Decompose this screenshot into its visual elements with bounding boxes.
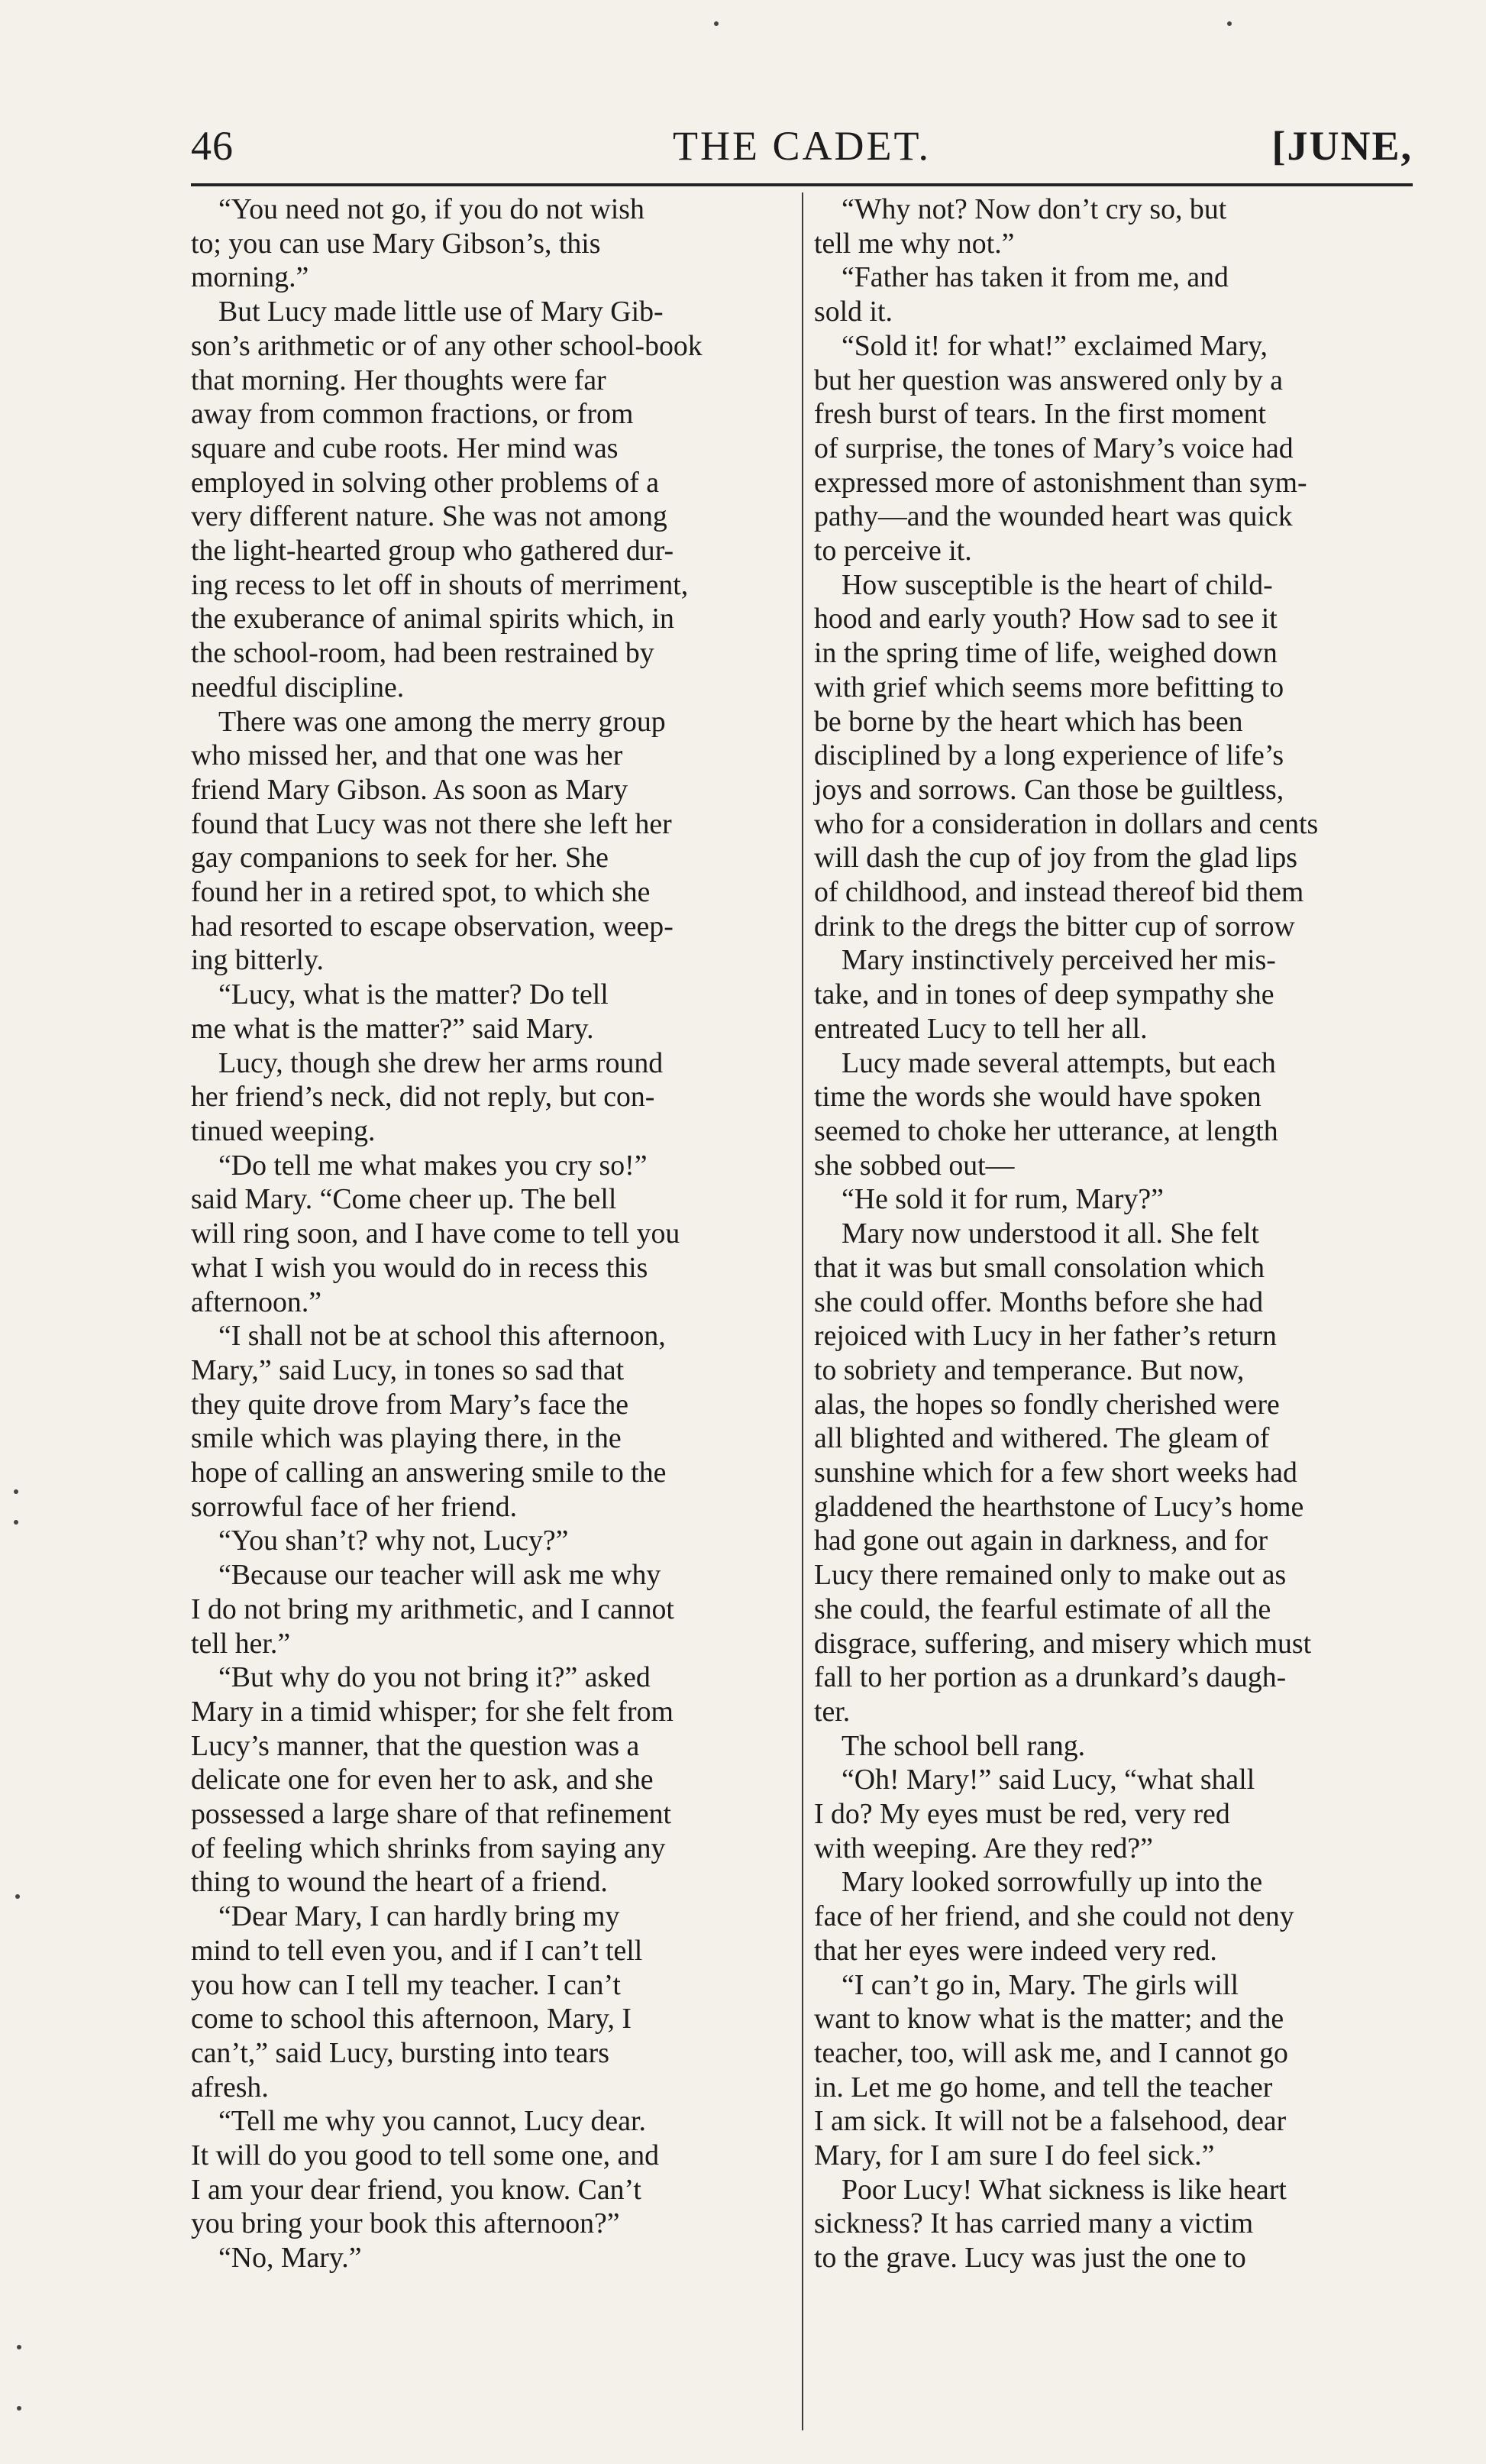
scan-speck — [714, 21, 719, 26]
left-column-paragraph-10: “But why do you not bring it?” asked Mary in a timid whisper; for she felt from Lucy’s manner, that the question was a delicate one for even her to ask, and she possessed a large share of that refinement of feeling which shrinks from saying any thing to wound the heart of a friend. — [191, 1661, 674, 1899]
scan-speck — [14, 1520, 18, 1525]
right-column-paragraph-12: “I can’t go in, Mary. The girls will want to know what is the matter; and the teacher, too, will ask me, and I cannot go in. Let me go home, and tell the teacher I am sick. It will not be a falsehood, dear Mary, for I am sure I do feel sick.” — [814, 1968, 1288, 2172]
left-column-paragraph-11: “Dear Mary, I can hardly bring my mind to tell even you, and if I can’t tell you how can I tell my teacher. I can’t come to school this afternoon, Mary, I can’t,” said Lucy, bursting into tears afresh. — [191, 1900, 643, 2103]
scan-speck — [17, 2406, 21, 2411]
left-column — [191, 192, 790, 2275]
left-column-paragraph-7: “I shall not be at school this afternoon, Mary,” said Lucy, in tones so sad that they quite drove from Mary’s face the smile which was playing there, in the hope of calling an answering smile to the sorrowful face of her friend. — [191, 1320, 667, 1523]
right-column-paragraph-1: “Why not? Now don’t cry so, but tell me why not.” — [814, 193, 1227, 260]
right-column-paragraph-9: The school bell rang. — [842, 1729, 1086, 1762]
left-column-paragraph-1: “You need not go, if you do not wish to; you can use Mary Gibson’s, this morning.” — [191, 193, 644, 294]
scan-speck — [1227, 21, 1232, 26]
left-column-paragraph-3: There was one among the merry group who missed her, and that one was her friend Mary Gibson. As soon as Mary found that Lucy was not there she left her gay companions to seek for her. She found her in a retired spot, to which she had resorted to escape observation, weep- ing bitterly. — [191, 705, 674, 977]
left-column-paragraph-4: “Lucy, what is the matter? Do tell me what is the matter?” said Mary. — [191, 978, 609, 1045]
right-column-paragraph-3: “Sold it! for what!” exclaimed Mary, but her question was answered only by a fresh burst of tears. In the first moment of surprise, the tones of Mary’s voice had expressed more of astonishment than sym- pathy—and the wounded heart was quick to perceive it. — [814, 329, 1307, 567]
running-month: [JUNE, — [1271, 123, 1413, 169]
right-column-paragraph-13: Poor Lucy! What sickness is like heart sickness? It has carried many a victim to the grave. Lucy was just the one to — [814, 2173, 1287, 2275]
page-number: 46 — [191, 123, 234, 169]
right-column-paragraph-7: “He sold it for rum, Mary?” — [842, 1183, 1164, 1216]
right-column-paragraph-8: Mary now understood it all. She felt that it was but small consolation which she could offer. Months before she had rejoiced with Lucy in her father’s return to sobriety and temperance. But now, alas, the hopes so fondly cherished were all blighted and withered. The gleam of sunshine which for a few short weeks had gladdened the hearthstone of Lucy’s home had gone out again in darkness, and for Lucy there remained only to make out as she could, the fearful estimate of all the disgrace, suffering, and misery which must fall to her portion as a drunkard’s daugh- ter. — [814, 1217, 1312, 1728]
left-column-paragraph-6: “Do tell me what makes you cry so!” said Mary. “Come cheer up. The bell will ring soon, and I have come to tell you what I wish you would do in recess this afternoon.” — [191, 1149, 680, 1318]
left-column-paragraph-2: But Lucy made little use of Mary Gib- son’s arithmetic or of any other school-book that morning. Her thoughts were far away from common fractions, or from square and cube roots. Her mind was employed in solving other problems of a very different nature. She was not among the light-hearted group who gathered dur- ing recess to let off in shouts of merriment, the exuberance of animal spirits which, in the school-room, had been restrained by needful discipline. — [191, 296, 703, 703]
scan-speck — [17, 2345, 21, 2349]
scan-speck — [15, 1894, 20, 1899]
header-rule — [191, 183, 1413, 186]
scan-speck — [14, 1489, 18, 1494]
left-column-paragraph-8: “You shan’t? why not, Lucy?” — [218, 1525, 569, 1557]
right-column-paragraph-11: Mary looked sorrowfully up into the face of her friend, and she could not deny that her eyes were indeed very red. — [814, 1866, 1294, 1967]
right-column-paragraph-2: “Father has taken it from me, and sold it. — [814, 261, 1229, 328]
right-column-paragraph-5: Mary instinctively perceived her mis- take, and in tones of deep sympathy she entreated Lucy to tell her all. — [814, 944, 1276, 1045]
left-column-paragraph-5: Lucy, though she drew her arms round her friend’s neck, did not reply, but con- tinued weeping. — [191, 1046, 664, 1147]
running-title: THE CADET. — [673, 123, 931, 169]
right-column-paragraph-4: How susceptible is the heart of child- hood and early youth? How sad to see it in the spring time of life, weighed down with grief which seems more befitting to be borne by the heart which has been disciplined by a long experience of life’s joys and sorrows. Can those be guiltless, who for a consideration in dollars and cents will dash the cup of joy from the glad lips of childhood, and instead thereof bid them drink to the dregs the bitter cup of sorrow — [814, 568, 1319, 943]
left-column-paragraph-9: “Because our teacher will ask me why I do not bring my arithmetic, and I cannot tell her.” — [191, 1559, 674, 1660]
right-column — [814, 192, 1413, 2275]
right-column-paragraph-10: “Oh! Mary!” said Lucy, “what shall I do? My eyes must be red, very red with weeping. Are they red?” — [814, 1764, 1255, 1864]
running-header — [191, 115, 1413, 183]
column-divider — [802, 192, 803, 2430]
left-column-paragraph-12: “Tell me why you cannot, Lucy dear. It will do you good to tell some one, and I am your dear friend, you know. Can’t you bring your book this afternoon?” — [191, 2105, 660, 2240]
right-column-paragraph-6: Lucy made several attempts, but each time the words she would have spoken seemed to choke her utterance, at length she sobbed out— — [814, 1046, 1278, 1182]
left-column-paragraph-13: “No, Mary.” — [218, 2242, 362, 2275]
